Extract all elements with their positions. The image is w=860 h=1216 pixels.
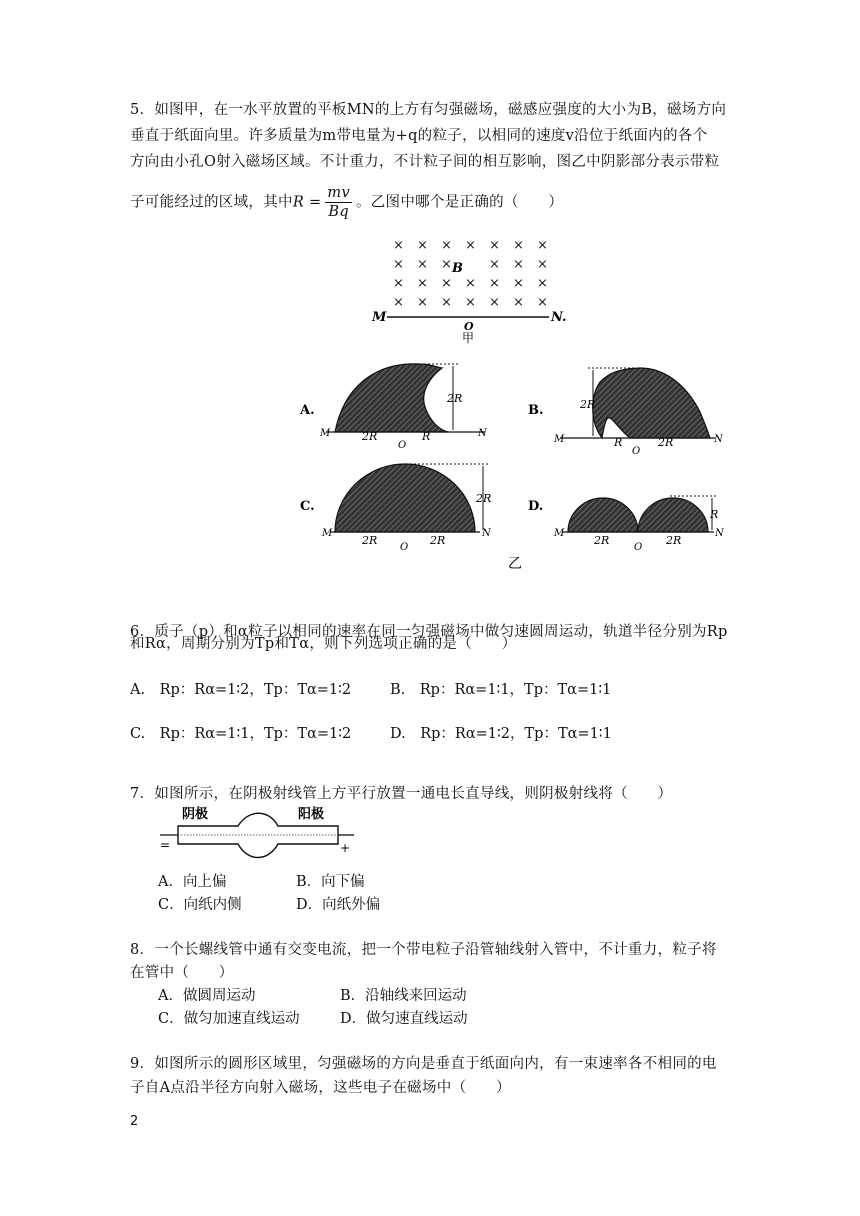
- field-cross-symbol: ×: [489, 276, 500, 291]
- q6-option-d: D. Rp：Rα=1∶2，Tp：Tα=1∶1: [390, 726, 612, 742]
- q8-option-b: B．沿轴线来回运动: [340, 988, 467, 1004]
- field-cross-symbol: ×: [417, 276, 428, 291]
- field-cross-symbol: ×: [441, 276, 452, 291]
- field-cross-symbol: ×: [537, 238, 548, 253]
- q8-line2: 在管中（ ）: [130, 965, 234, 981]
- hole-o-label: O: [464, 320, 474, 333]
- field-cross-symbol: ×: [417, 257, 428, 272]
- field-cross-symbol: ×: [537, 276, 548, 291]
- q7-option-a: A．向上偏: [158, 874, 227, 890]
- field-cross-symbol: ×: [489, 238, 500, 253]
- field-cross-symbol: ×: [465, 276, 476, 291]
- option-b-diagram: [528, 368, 724, 457]
- q5-formula-lhs: R =: [292, 194, 322, 211]
- field-cross-symbol: ×: [441, 257, 452, 272]
- a-o-label: O: [398, 440, 407, 451]
- shaded-region-d-right: [638, 498, 708, 532]
- minus-terminal-label: =: [160, 838, 171, 852]
- d-height-label: R: [710, 508, 719, 521]
- plus-terminal-label: +: [340, 841, 351, 855]
- field-cross-symbol: ×: [465, 295, 476, 310]
- figure-yi: [290, 352, 730, 574]
- c-m-label: M: [322, 528, 333, 539]
- q5-line3: 方向由小孔O射入磁场区域。不计重力，不计粒子间的相互影响，图乙中阴影部分表示带粒: [130, 154, 720, 170]
- q7-option-c: C．向纸内侧: [158, 897, 242, 913]
- field-cross-symbol: ×: [393, 276, 404, 291]
- shaded-region-a: [335, 364, 448, 432]
- q6-option-c: C. Rp：Rα=1∶1，Tp：Tα=1∶2: [130, 726, 352, 742]
- field-cross-symbol: ×: [489, 257, 500, 272]
- magnetic-field-crosses: [393, 238, 548, 310]
- a-m-label: M: [320, 428, 331, 439]
- field-cross-symbol: ×: [393, 238, 404, 253]
- q5-line2: 垂直于纸面向里。许多质量为m带电量为+q的粒子，以相同的速度v沿位于纸面内的各个: [130, 128, 708, 144]
- q5-formula-fraction: [325, 184, 352, 221]
- q6-option-a: A. Rp：Rα=1∶2，Tp：Tα=1∶2: [130, 682, 352, 698]
- b-height-label: 2R: [580, 398, 596, 411]
- q9-line2: 子自A点沿半径方向射入磁场，这些电子在磁场中（ ）: [130, 1080, 511, 1096]
- a-height-label: 2R: [447, 392, 463, 405]
- field-cross-symbol: ×: [441, 295, 452, 310]
- figure-yi-caption: 乙: [508, 556, 522, 572]
- b-m-label: M: [554, 434, 565, 445]
- field-cross-symbol: ×: [537, 295, 548, 310]
- d-right-width-label: 2R: [666, 534, 682, 547]
- d-left-width-label: 2R: [594, 534, 610, 547]
- q8-option-c: C．做匀加速直线运动: [158, 1011, 300, 1027]
- q9-line1: 9．如图所示的圆形区域里，匀强磁场的方向是垂直于纸面向内，有一束速率各不相同的电: [130, 1056, 717, 1072]
- d-n-label: N: [715, 528, 724, 539]
- field-cross-symbol: ×: [513, 238, 524, 253]
- field-cross-symbol: ×: [537, 257, 548, 272]
- shaded-region-c: [335, 464, 475, 532]
- field-cross-symbol: ×: [417, 238, 428, 253]
- formula-denominator: Bq: [328, 204, 349, 220]
- c-height-label: 2R: [476, 492, 492, 505]
- field-cross-symbol: ×: [489, 295, 500, 310]
- field-cross-symbol: ×: [513, 257, 524, 272]
- a-n-label: N: [478, 428, 487, 439]
- c-left-width-label: 2R: [362, 534, 378, 547]
- option-c-diagram: [300, 464, 492, 553]
- shaded-region-d-left: [568, 498, 638, 532]
- option-b-label: B.: [528, 403, 544, 418]
- c-right-width-label: 2R: [430, 534, 446, 547]
- plate-n-label: N.: [551, 310, 567, 325]
- q5-line4: [130, 184, 730, 221]
- formula-numerator: mv: [327, 185, 350, 201]
- figure-jia-caption: 甲: [462, 331, 475, 344]
- field-cross-symbol: ×: [513, 276, 524, 291]
- q7-option-d: D．向纸外偏: [296, 897, 381, 913]
- shaded-region-b: [593, 368, 710, 438]
- option-d-label: D.: [528, 499, 544, 514]
- q7-option-b: B．向下偏: [296, 874, 365, 890]
- q5-line4-pre: 子可能经过的区域，其中: [130, 194, 293, 211]
- field-cross-symbol: ×: [393, 295, 404, 310]
- field-cross-symbol: ×: [465, 238, 476, 253]
- field-cross-symbol: ×: [393, 257, 404, 272]
- figure-jia: [365, 234, 585, 344]
- anode-label: 阳极: [298, 807, 325, 822]
- q8-line1: 8．一个长螺线管中通有交变电流，把一个带电粒子沿管轴线射入管中，不计重力，粒子将: [130, 942, 717, 958]
- c-o-label: O: [400, 542, 409, 553]
- field-b-label: B: [452, 261, 463, 276]
- plate-m-label: M: [372, 310, 387, 325]
- q6-line1: 6．质子（p）和α粒子以相同的速率在同一匀强磁场中做匀速圆周运动，轨道半径分别为Rp: [130, 624, 728, 640]
- q6-line2: 和Rα，周期分别为Tp和Tα，则下列选项正确的是（ ）: [130, 636, 517, 652]
- option-a-label: A.: [300, 403, 315, 418]
- c-n-label: N: [482, 528, 491, 539]
- a-r-label: R: [422, 430, 431, 443]
- d-o-label: O: [634, 542, 643, 553]
- field-cross-symbol: ×: [441, 238, 452, 253]
- b-width-label: 2R: [658, 436, 674, 449]
- option-d-diagram: [528, 496, 725, 553]
- b-o-label: O: [632, 446, 641, 457]
- q6-option-b: B. Rp：Rα=1∶1，Tp：Tα=1∶1: [390, 682, 612, 698]
- q5-line1: 5．如图甲，在一水平放置的平板MN的上方有匀强磁场，磁感应强度的大小为B，磁场方向: [130, 102, 727, 118]
- page-number: 2: [130, 1114, 139, 1129]
- b-n-label: N: [714, 434, 723, 445]
- b-r-label: R: [614, 436, 623, 449]
- cathode-label: 阴极: [182, 807, 209, 822]
- q8-option-d: D．做匀速直线运动: [340, 1011, 468, 1027]
- option-c-label: C.: [300, 499, 315, 514]
- q5-line4-post: 。乙图中哪个是正确的（ ）: [355, 194, 564, 211]
- cathode-ray-tube-figure: [158, 804, 358, 864]
- field-cross-symbol: ×: [513, 295, 524, 310]
- a-width-label: 2R: [362, 430, 378, 443]
- q8-option-a: A．做圆周运动: [158, 988, 256, 1004]
- option-a-diagram: [299, 364, 488, 451]
- d-m-label: M: [554, 528, 565, 539]
- field-cross-symbol: ×: [417, 295, 428, 310]
- q7-stem: 7．如图所示，在阴极射线管上方平行放置一通电长直导线，则阴极射线将（ ）: [130, 786, 673, 802]
